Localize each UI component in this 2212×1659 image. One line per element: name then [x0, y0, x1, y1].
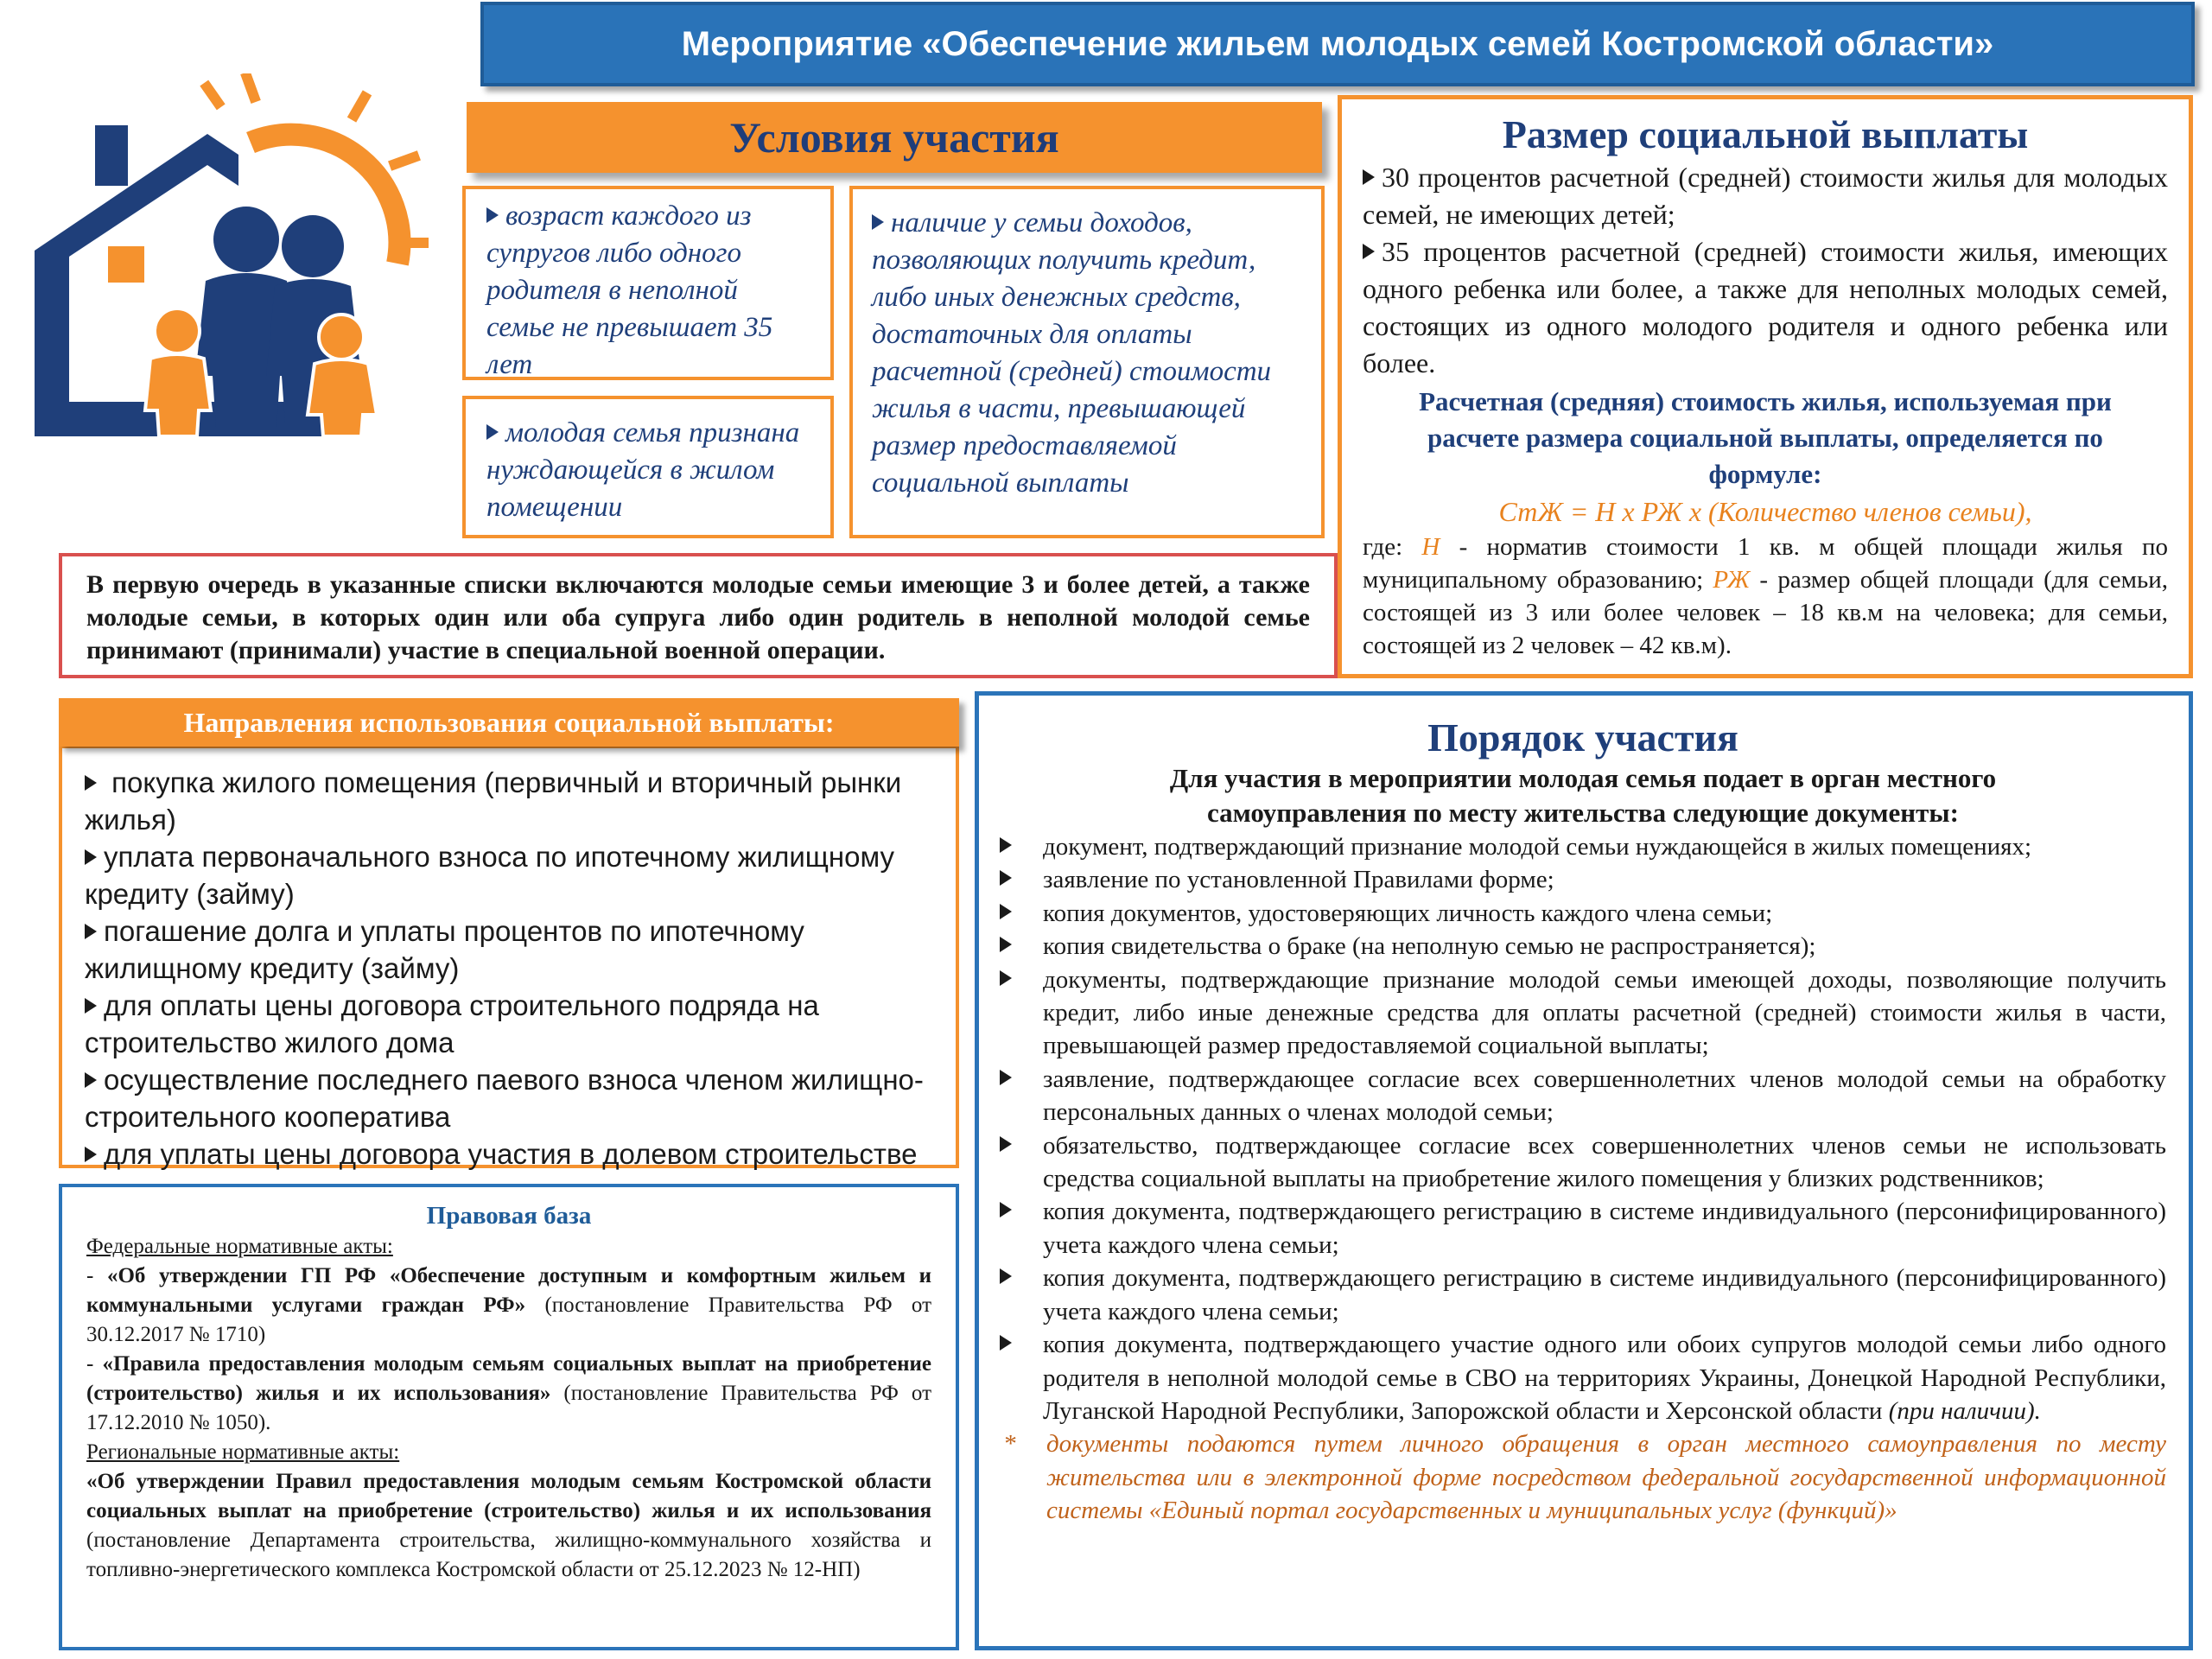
- priority-text: В первую очередь в указанные списки включаются молодые семьи имеющие 3 и более детей, а также молодые семьи, в которых один или оба супруга либо один родитель в неполной молодой семье принимают (принимали) участие в специальной военной операции.: [86, 570, 1310, 664]
- legal-act-2-title: «Правила предоставления молодым семьям социальных выплат на приобретение (строительство) жилья и их использования»: [86, 1352, 932, 1405]
- order-document-item: [1000, 830, 2166, 863]
- condition-income-card: [849, 186, 1325, 538]
- arrow-bullet-icon: [486, 207, 499, 223]
- order-document-item: [1000, 930, 2166, 963]
- payment-item-2-text: 35 процентов расчетной (средней) стоимости жилья, имеющих одного ребенка или более, а также для неполных молодых семей, состоящих из одного молодого родителя и одного ребенка или более.: [1363, 236, 2168, 378]
- arrow-bullet-icon: [85, 924, 97, 939]
- order-document-text: копия свидетельства о браке (на неполную семью не распространяется);: [1043, 932, 1816, 961]
- order-card: [975, 691, 2193, 1650]
- direction-item: [85, 1135, 937, 1173]
- directions-list: [85, 764, 937, 1173]
- formula-intro: Расчетная (средняя) стоимость жилья, используемая при расчете размера социальной выплаты, определяется по формуле:: [1419, 386, 2112, 489]
- legal-regional-heading: Региональные нормативные акты:: [86, 1440, 400, 1464]
- direction-item-text: для уплаты цены договора участия в долевом строительстве: [104, 1138, 918, 1170]
- legal-act-1-title: «Об утверждении ГП РФ «Обеспечение доступным и комфортным жильем и коммунальными услугами граждан РФ»: [86, 1264, 931, 1317]
- direction-item-text: для оплаты цены договора строительного подряда на строительство жилого дома: [85, 989, 819, 1058]
- page-title-banner: [480, 2, 2195, 86]
- order-footnote: [1000, 1427, 2166, 1527]
- legal-act-1: [86, 1262, 931, 1350]
- conditions-title-text: Условия участия: [729, 113, 1059, 162]
- order-document-item: [1000, 963, 2166, 1063]
- conditions-title: [467, 102, 1322, 173]
- payment-item-1: [1363, 159, 2168, 233]
- order-document-item: [1000, 897, 2166, 930]
- priority-notice: [59, 553, 1338, 678]
- order-document-item: [1000, 1129, 2166, 1196]
- arrow-bullet-icon: [872, 214, 884, 230]
- direction-item-text: покупка жилого помещения (первичный и вторичный рынки жилья): [85, 766, 902, 836]
- order-document-note: (при наличии).: [1888, 1396, 2041, 1425]
- arrow-bullet-icon: [486, 424, 499, 440]
- order-document-text: копия документов, удостоверяющих личность каждого члена семьи;: [1043, 899, 1773, 927]
- arrow-bullet-icon: [1000, 970, 1012, 986]
- arrow-bullet-icon: [85, 998, 97, 1014]
- legal-act-2-ref: (постановление Правительства РФ от 17.12.2010 № 1050).: [86, 1382, 931, 1434]
- direction-item-text: осуществление последнего паевого взноса членом жилищно-строительного кооператива: [85, 1064, 924, 1133]
- order-document-text: обязательство, подтверждающее согласие всех совершеннолетних членов семьи не использовать средства социальной выплаты на приобретение жилого помещения у близких родственников;: [1043, 1131, 2166, 1193]
- legal-base-card: [59, 1184, 959, 1650]
- arrow-bullet-icon: [1363, 244, 1375, 259]
- legend-var-rzh: РЖ: [1713, 566, 1751, 594]
- directions-card: [59, 745, 959, 1168]
- arrow-bullet-icon: [1000, 937, 1012, 952]
- arrow-bullet-icon: [85, 849, 97, 865]
- arrow-bullet-icon: [85, 775, 97, 791]
- condition-need-card: [462, 396, 834, 538]
- order-document-text: копия документа, подтверждающего регистрацию в системе индивидуального (персонифицированного) учета каждого члена семьи;: [1043, 1264, 2166, 1325]
- order-document-text: копия документа, подтверждающего регистрацию в системе индивидуального (персонифицированного) учета каждого члена семьи;: [1043, 1198, 2166, 1259]
- arrow-bullet-icon: [1000, 870, 1012, 886]
- legal-act-3-title: «Об утверждении Правил предоставления молодым семьям Костромской области социальных выплат на приобретение (строительство) жилья и их использования: [86, 1470, 931, 1522]
- payment-size-card: [1338, 95, 2193, 678]
- arrow-bullet-icon: [1363, 169, 1375, 185]
- page-title: Мероприятие «Обеспечение жильем молодых семей Костромской области»: [681, 24, 1994, 63]
- legend-n-desc: - норматив стоимости 1 кв. м общей площади жилья по муниципальному образованию;: [1363, 533, 2168, 594]
- legal-act-1-ref: (постановление Правительства РФ от 30.12.2017 № 1710): [86, 1294, 931, 1346]
- formula: СтЖ = Н х РЖ х (Количество членов семьи),: [1498, 496, 2032, 527]
- order-document-item: [1000, 1262, 2166, 1328]
- arrow-bullet-icon: [1000, 1202, 1012, 1217]
- footnote-asterisk: *: [1003, 1430, 1016, 1459]
- direction-item-text: погашение долга и уплаты процентов по ипотечному жилищному кредиту (займу): [85, 915, 804, 984]
- direction-item: [85, 764, 937, 838]
- legal-act-3-ref: (постановление Департамента строительства, жилищно-коммунального хозяйства и топливно-энергетического комплекса Костромской области от 25.12.2023 № 12-НП): [86, 1529, 931, 1581]
- arrow-bullet-icon: [85, 1147, 97, 1162]
- condition-age-text: возраст каждого из супругов либо одного родителя в неполной семье не превышает 35 лет: [486, 200, 773, 380]
- directions-title-text: Направления использования социальной выплаты:: [183, 706, 835, 738]
- legal-act-1-prefix: -: [86, 1264, 107, 1287]
- order-document-text: заявление, подтверждающее согласие всех совершеннолетних членов молодой семьи на обработку персональных данных о членах молодой семьи;: [1043, 1065, 2166, 1127]
- legend-var-n: Н: [1421, 533, 1440, 561]
- legal-act-2: [86, 1350, 931, 1438]
- condition-income-text: наличие у семьи доходов, позволяющих получить кредит, либо иных денежных средств, достаточных для оплаты расчетной (средней) стоимости жилья в части, превышающей размер предоставляемой социальной выплаты: [872, 207, 1272, 499]
- arrow-bullet-icon: [1000, 1268, 1012, 1284]
- directions-title: [59, 698, 959, 747]
- legend-rzh-desc: - размер общей площади (для семьи, состоящей из 3 или более человек – 18 кв.м на человека; для семьи, состоящей из 2 человек – 42 кв.м).: [1363, 566, 2168, 659]
- payment-title: Размер социальной выплаты: [1502, 112, 2029, 156]
- order-document-text: копия документа, подтверждающего участие одного или обоих супругов молодой семьи либо одного родителя в неполной молодой семье в СВО на территориях Украины, Донецкой Народной Республики, Луганской Народной Республики, Запорожской области и Херсонской области: [1043, 1331, 2166, 1425]
- order-document-text: заявление по установленной Правилами форме;: [1043, 866, 1554, 894]
- direction-item: [85, 987, 937, 1061]
- order-intro: Для участия в мероприятии молодая семья подает в орган местного самоуправления по месту жительства следующие документы:: [1169, 763, 1997, 828]
- order-document-item: [1000, 1063, 2166, 1129]
- direction-item: [85, 1061, 937, 1135]
- direction-item: [85, 912, 937, 987]
- condition-need-text: молодая семья признана нуждающейся в жилом помещении: [486, 417, 800, 523]
- payment-item-1-text: 30 процентов расчетной (средней) стоимости жилья для молодых семей, не имеющих детей;: [1363, 162, 2168, 230]
- order-document-text: документы, подтверждающие признание молодой семьи имеющей доходы, позволяющие получить кредит, либо иные денежные средства для оплаты расчетной (средней) стоимости жилья в части, превышающей размер предоставляемой социальной выплаты;: [1043, 965, 2166, 1060]
- arrow-bullet-icon: [1000, 1070, 1012, 1085]
- order-footnote-text: документы подаются путем личного обращения в орган местного самоуправления по месту жительства или в электронной форме посредством федеральной государственной информационной системы «Единый портал государственных и муниципальных услуг (функций)»: [1046, 1430, 2166, 1525]
- arrow-bullet-icon: [1000, 904, 1012, 919]
- formula-legend: [1363, 531, 2168, 662]
- condition-age-card: [462, 186, 834, 380]
- order-document-item: [1000, 863, 2166, 896]
- legal-federal-heading: Федеральные нормативные акты:: [86, 1235, 393, 1258]
- legal-title: Правовая база: [426, 1202, 592, 1230]
- legal-act-3: [86, 1467, 931, 1585]
- direction-item: [85, 838, 937, 912]
- order-document-text: документ, подтверждающий признание молодой семьи нуждающейся в жилых помещениях;: [1043, 833, 2032, 861]
- arrow-bullet-icon: [1000, 1136, 1012, 1152]
- direction-item-text: уплата первоначального взноса по ипотечному жилищному кредиту (займу): [85, 841, 895, 910]
- order-document-list: [1000, 830, 2166, 1528]
- family-house-sun-icon: [35, 73, 449, 441]
- order-document-item: [1000, 1195, 2166, 1262]
- legal-act-2-prefix: -: [86, 1352, 103, 1376]
- arrow-bullet-icon: [1000, 1335, 1012, 1351]
- order-document-item: [1000, 1328, 2166, 1427]
- arrow-bullet-icon: [85, 1072, 97, 1088]
- arrow-bullet-icon: [1000, 837, 1012, 853]
- payment-item-2: [1363, 233, 2168, 382]
- legend-where: где:: [1363, 533, 1422, 561]
- order-title: Порядок участия: [1427, 715, 1738, 760]
